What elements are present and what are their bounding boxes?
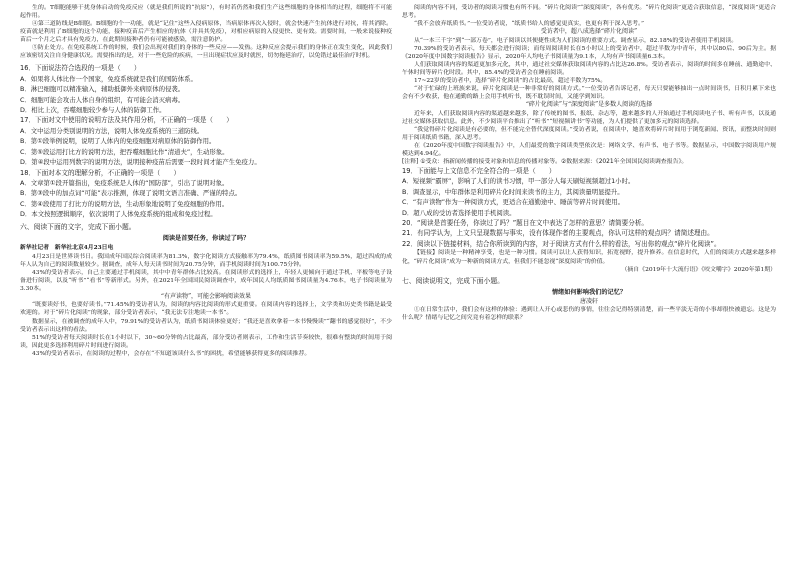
question-19-stem: 19．下面能与上文信息不完全符合的一项是（ ）	[402, 166, 556, 175]
question-22-source: （摘自《2019年十大流行语》《咬文嚼字》2020年第1期）	[621, 266, 776, 273]
question-22: 22．阅读以下链接材料，结合你所读到的内容，对于阅读方式有什么样的看法，写出你的观点“碎片化阅读”。	[402, 239, 721, 248]
article-2-title: 情绪如何影响我们的记忆？	[551, 288, 627, 296]
right-paragraph-3c: 在《2020年度中国数字阅读报告》中，人们最爱的数字阅读类型依次是：网络文学、有声书、电子书等。数据显示，中国数字阅读用户规模达到4.94亿。	[402, 142, 776, 157]
article-title: 阅读是首要任务，你读过了吗？	[162, 234, 250, 242]
question-16-stem: 16．下面说法符合选段的一项是（ ）	[20, 64, 141, 73]
section-7-heading: 七、阅读说明文，完成下面小题。	[402, 276, 504, 285]
article-paragraph-5: 51%的受访者每天阅读时长在1小时以下，30~60分钟的占比最高，部分受访者则表示，工作和生活节奏较快，很难有整块的时间用于阅读，因此更多选择利用碎片时间进行阅读。	[20, 334, 392, 349]
right-paragraph-2c: 人们获取阅读内容的渠道更加多元化，其中，通过社交媒体获取阅读内容的占比达26.8%。受访者表示，阅读的时间多在睡前、通勤途中、午休时间等碎片化时段。其中，85.4%的受访者会在睡前阅读。	[402, 61, 776, 76]
right-subheading-2: “碎片化阅读”与“深度阅读”是多数人阅读的选择	[525, 101, 653, 109]
question-17-option-c: C．第⑤段运用打比方的说明方法，把吞噬细胞比作“清道夫”，生动形象。	[20, 147, 229, 156]
article-2-paragraph-1: ①在日常生活中，我们会有这样的体验：遇到让人开心或悲伤的事情，往往会记得特别清楚，而一些平淡无奇的小事却很快被遗忘。这是为什么呢？情绪与记忆之间究竟有着怎样的联系？	[402, 307, 776, 322]
intro-paragraph-2: ④第三道防线是B细胞。B细胞的个一功能，就是“记住”这些入侵病原体，当病原体再次入侵时，就会快速产生抗体进行对抗，将其消除。疫苗就是利用了B细胞的这个功能，接种疫苗后产生相应的抗体（并具其免疫），对相应病原的入侵更快、更有效。需要时间，一般来说接种疫苗后一个月之后才具有免疫力，在此期间接种者仍有可能被感染，需注意防护。	[20, 21, 392, 44]
article-subheading: “有声读物”，可能会影响阅读效果	[160, 292, 252, 300]
article-paragraph-6: 43%的受访者表示，在阅读的过程中，会存在“不知道该读什么书”的困扰，希望能够获得更多的阅读推荐。	[32, 350, 311, 357]
question-22-link: 【链接】阅读是一种精神享受，也是一种习惯。阅读可以让人获得知识，拓宽视野，提升修养。在信息时代，人们的阅读方式越来越多样化，“碎片化阅读”成为一种新的阅读方式，但我们不能忽视“深度阅读”的价值。	[402, 250, 776, 265]
article-paragraph-1: 4月23日是世界读书日。我国成年国民综合阅读率为81.3%，数字化阅读方式接触率为79.4%，纸质图书阅读率为59.5%，超过四成的成年人认为自己的阅读数量较少。据调查，成年人每天读书时间为20.75分钟，而手机阅读时间为100.75分钟。	[20, 253, 392, 268]
question-18-option-b: B．第③段中的加点词“可能”表示推测，体现了说明文语言准确、严谨的特点。	[20, 189, 242, 198]
question-18-stem: 18．下面对本文的理解分析，不正确的一项是（ ）	[20, 168, 181, 177]
article-paragraph-2: 43%的受访者表示，自己主要通过手机阅读，其中中青年群体占比较高。在阅读形式的选择上，年轻人更倾向于通过手机、平板等电子设备进行阅读，以及“听书”“看书”等新形式。另外，在2021年全国国民阅读调查中，成年国民人均纸质图书阅读量为4.76本，电子书阅读量为3.30本。	[20, 269, 392, 292]
intro-paragraph-1: 生的。T细胞能够干扰身体启动的免疫反应（就是我们所说的“抗原”），有时若仍然和我们生产这些细胞的身体相当的过程，细胞将不可能起作用。	[20, 5, 392, 20]
question-18-option-c: C．第④段使用了打比方的说明方法，生动形象地说明了免疫细胞的作用。	[20, 199, 229, 208]
left-column	[20, 4, 392, 358]
question-17-option-d: D．第④段中运用列数字的说明方法，说明接种疫苗后需要一段时间才能产生免疫力。	[20, 158, 261, 167]
question-16-option-c: C．细胞可能会攻击人体自身的组织，有可能会消灭病毒。	[20, 95, 185, 104]
right-paragraph-2b: 70.39%的受访者表示，每天都会进行阅读；而每周阅读时长在5小时以上的受访者中，超过半数为中青年，其中以80后、90后为主。据《2020年度中国数字阅读报告》显示，2020年人均电子书阅读量为9.1本，人均有声书阅读量6.3本。	[402, 45, 776, 60]
right-intro-paragraph-1: 阅读的内容不同，受访者的阅读习惯也有所不同。“碎片化阅读”“深度阅读”，各有优劣。“碎片化阅读”更适合获取信息，“深度阅读”更适合思考。	[402, 5, 776, 20]
right-paragraph-2a: 从“一本三千字”到“一部万卷”，电子阅读以其便捷性成为人们阅读的重要方式。调查显示，82.18%的受访者使用手机阅读。	[414, 37, 738, 44]
section-6-heading: 六、阅读下面的文字，完成下面小题。	[20, 222, 136, 231]
question-19-option-b: B．调查显示，中年群体是利用碎片化时间来读书的主力，其阅读量明显提升。	[402, 187, 624, 196]
intro-paragraph-3: ⑤防止处方。在免疫系统工作的时候，我们会出现对我们的身体的一些反应——发热。这种反应会提示我们的身体正在发生变化，因此我们应该密切关注自身健康状况。需要指出的是，对于一些危险的疾病，一旦出现症状应及时就医，切勿拖延治疗，以免错过最佳治疗时机。	[20, 45, 392, 60]
right-subheading-1: 受访者中，超八成选择“碎片化阅读”	[540, 28, 638, 36]
article-paragraph-4: 数据显示，在被调查的成年人中，79.91%的受访者认为，纸质书阅读体验更好；“我还是喜欢拿着一本书慢慢读”“翻书的感觉很好”，不少受访者表示出这样的看法。	[20, 318, 392, 333]
question-16-option-a: A．如果将人体比作一个国家，免疫系统就是我们的国防体系。	[20, 74, 197, 83]
article-paragraph-3: “既要读好书，也要好读书。”71.45%的受访者认为，阅读的内容比阅读的形式更重要。在阅读内容的选择上，文学类和历史类书籍是最受欢迎的。对于“碎片化阅读”的现象，部分受访者表示，“我无法专注地读一本书”。	[20, 302, 392, 317]
question-19-option-a: A．短视频“霸屏”，影响了人们的读书习惯，甲一部分人每天刷短视频超过1小时。	[402, 177, 635, 186]
footnote: [注释] ①受众：指新闻传播的接受对象和信息的传播对象等。②数据来源：《2021年全国国民阅读调查报告》。	[402, 158, 688, 165]
article-author: 新华社记者 新华社北京4月23日电	[20, 244, 114, 251]
question-19-option-c: C．“有声读物”作为一种阅读方式，更适合在通勤途中、睡前等碎片时间使用。	[402, 198, 624, 207]
question-17-option-a: A．文中运用分类别说明的方法，说明人体免疫系统的三道防线。	[20, 126, 204, 135]
right-paragraph-3b: “我觉得碎片化阅读是有必要的，但不能完全替代深度阅读。”受访者说，在阅读中，她喜欢将碎片时间用于浏览新闻、资讯，而整块时间则用于阅读纸质书籍，深入思考。	[402, 126, 776, 141]
question-18-option-d: D．本文按照逻辑顺序，依次说明了人体免疫系统的组成和免疫过程。	[20, 210, 217, 219]
article-2-author: 唐凌轩	[579, 297, 598, 305]
question-19-option-d: D．超八成的受访者选择使用手机阅读。	[402, 208, 516, 217]
question-16-option-d: D．相比上次，吞噬细胞较少参与人体的防御工作。	[20, 106, 166, 115]
question-21: 21．有同学认为，上文只呈现数据与事实，没有体现作者的主要观点，你认可这样的观点吗？请简述理由。	[402, 229, 714, 238]
question-18-option-a: A．文章第①段开篇指出，免疫系统是人体的“国防部”，引出了说明对象。	[20, 179, 229, 188]
question-17-option-b: B．第①段举例说明，说明了人体内的免疫细胞对病原体的防御作用。	[20, 137, 216, 146]
right-paragraph-2e: “对于忙碌的上班族来说，碎片化阅读是一种非常好的阅读方式。”一位受访者告诉记者，每天只要能够抽出一点时间读书，日积月累下来也会有不少收获，他在通勤的路上会用手机听书，既不耽误时间，又能学到知识。	[402, 85, 776, 100]
right-paragraph-2d: 17~22岁的受访者中，选择“碎片化阅读”的占比最高，超过半数为75%。	[414, 77, 607, 84]
question-16-option-b: B．淋巴细胞可以精准输入，辅助抵御外来病原体的侵袭。	[20, 85, 185, 94]
right-column	[402, 4, 776, 322]
right-intro-paragraph-2: “我不会放弃纸质书。”一位受访者说，“纸质书给人的感觉更真实，也更有利于深入思考。”	[414, 21, 644, 28]
question-20: 20．“阅读是首要任务，你读过了吗？”题目在文中表达了怎样的意思？请简要分析。	[402, 218, 649, 227]
question-17-stem: 17．下面对文中使用的说明方法及其作用分析，不正确的一项是（ ）	[20, 116, 233, 125]
right-paragraph-3a: 近年来，人们获取阅读内容的渠道越来越多，除了传统的图书、报纸、杂志等，越来越多的人开始通过手机阅读电子书、听有声书，以及通过社交媒体获取信息。此外，不少阅读平台推出了“听书”“短视频讲书”等功能，为人们提供了更加多元的阅读选择。	[402, 110, 776, 125]
